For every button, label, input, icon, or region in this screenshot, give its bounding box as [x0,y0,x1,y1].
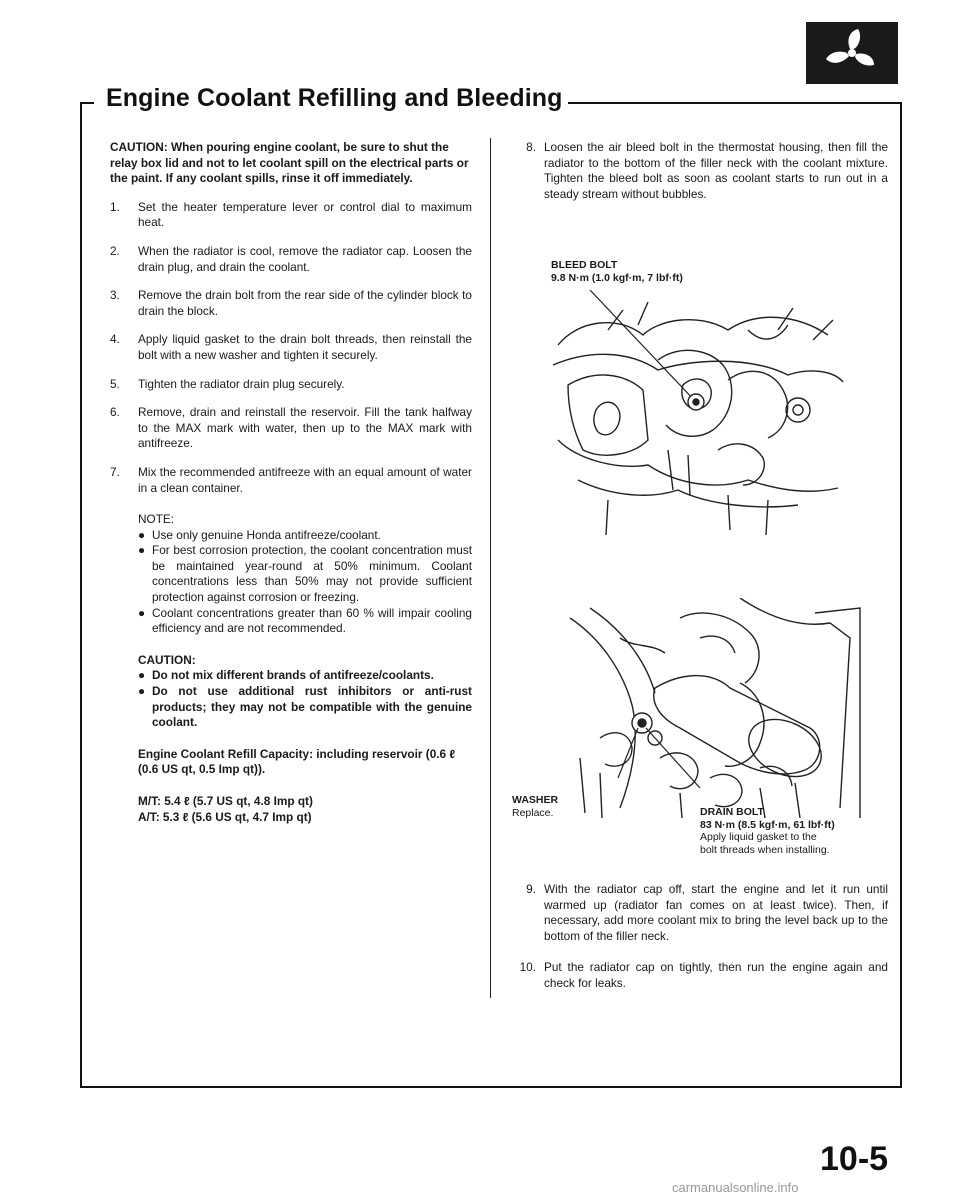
drain-bolt-label [700,806,835,856]
note-item [138,528,472,544]
capacity-mt: M/T: 5.4 ℓ (5.7 US qt, 4.8 Imp qt) [138,794,313,808]
thermostat-housing-illustration [548,290,848,540]
step-text: Mix the recommended antifreeze with an equal amount of water in a clean container. [138,464,472,495]
step-10 [512,960,888,991]
drain-bolt-name: DRAIN BOLT [700,806,764,818]
note-text: Coolant concentrations greater than 60 % will impair cooling efficiency and are not recommended. [152,605,472,636]
right-column [512,140,888,202]
step-number: 3. [110,288,120,303]
capacity-block [138,747,472,825]
washer-name: WASHER [512,794,559,806]
page-number: 10-5 [820,1140,889,1178]
step-number: 4. [110,332,120,347]
note-label: NOTE: [138,512,175,527]
step-number: 8. [526,140,536,154]
step-6 [110,405,472,452]
caution-intro: CAUTION: When pouring engine coolant, be sure to shut the relay box lid and not to let coolant spill on the electrical parts or the paint. If any coolant spills, rinse it off immediately. [110,140,469,186]
step-number: 1. [110,199,120,214]
step-5 [110,377,472,393]
caution-text: Do not mix different brands of antifreeze/coolants. [152,668,434,683]
drain-bolt-illustration [560,598,870,818]
step-7 [110,465,472,496]
step-text: Remove, drain and reinstall the reservoir. Fill the tank halfway to the MAX mark with water, then up to the MAX mark with antifreeze. [138,405,472,451]
washer-label [512,794,558,819]
frame-left-rule [80,103,82,1087]
step-8 [512,140,888,202]
step-number: 5. [110,376,120,391]
step-2 [110,244,472,275]
capacity-intro: Engine Coolant Refill Capacity: including reservoir (0.6 ℓ (0.6 US qt, 0.5 Imp qt)). [138,746,456,777]
step-text: With the radiator cap off, start the engine and let it run until warmed up (radiator fan comes on at least twice). Then, if necessary, add more coolant mix to bring the level back up to the bottom of the filler neck. [544,882,888,943]
watermark: carmanualsonline.info [672,1180,799,1195]
frame-bottom-rule [80,1086,902,1088]
step-text: Loosen the air bleed bolt in the thermostat housing, then fill the radiator to the bottom of the filler neck with the coolant mixture. Tighten the bleed bolt as soon as coolant starts to run out in a steady stream without bubbles. [544,140,888,201]
right-column-steps [512,882,888,992]
drain-bolt-torque: 83 N·m (8.5 kgf·m, 61 lbf·ft) [700,818,835,831]
bleed-bolt-label [551,259,683,284]
step-text: Remove the drain bolt from the rear side of the cylinder block to drain the block. [138,288,472,318]
capacity-at: A/T: 5.3 ℓ (5.6 US qt, 4.7 Imp qt) [138,809,312,824]
bleed-bolt-name: BLEED BOLT [551,259,618,271]
note-text: Use only genuine Honda antifreeze/coolant. [152,527,381,542]
step-number: 6. [110,405,120,420]
column-divider [490,138,491,998]
frame-right-rule [900,102,902,1088]
step-number: 2. [110,243,120,258]
caution-item [138,668,472,684]
page-title: Engine Coolant Refilling and Bleeding [100,84,568,113]
note-text: For best corrosion protection, the coolant concentration must be maintained year-round at 50% minimum. Coolant concentrations less than 50% may not provide sufficient protection against corrosion or freezing. [152,543,472,605]
step-3 [110,288,472,319]
caution-text: Do not use additional rust inhibitors or anti-rust products; they may not be compatible with the genuine coolant. [152,684,472,730]
step-text: Tighten the radiator drain plug securely. [138,376,345,391]
bullet-icon: ● [138,543,146,558]
drain-bolt-note: bolt threads when installing. [700,843,830,856]
caution-label: CAUTION: [138,652,196,667]
note-item [138,543,472,605]
bleed-bolt-torque: 9.8 N·m (1.0 kgf·m, 7 lbf·ft) [551,271,683,284]
note-block [138,512,472,637]
step-number: 7. [110,464,120,479]
drain-bolt-note: Apply liquid gasket to the [700,831,817,843]
step-text: Apply liquid gasket to the drain bolt threads, then reinstall the bolt with a new washer and tighten it securely. [138,332,472,362]
caution-item [138,684,472,731]
washer-note: Replace. [512,806,554,819]
step-4 [110,332,472,363]
bullet-icon: ● [138,605,146,620]
note-item [138,606,472,637]
left-column [110,140,472,825]
bullet-icon: ● [138,527,146,542]
caution-block [138,653,472,731]
bullet-icon: ● [138,668,146,683]
frame-top-left-tick [80,102,94,104]
cooling-fan-icon [806,22,898,84]
step-text: When the radiator is cool, remove the radiator cap. Loosen the drain plug, and drain the coolant. [138,243,472,274]
step-9 [512,882,888,944]
step-number: 9. [526,882,536,896]
step-1 [110,200,472,231]
step-text: Set the heater temperature lever or control dial to maximum heat. [138,199,472,230]
bullet-icon: ● [138,684,146,699]
step-text: Put the radiator cap on tightly, then run the engine again and check for leaks. [544,960,888,990]
step-number: 10. [519,960,536,975]
